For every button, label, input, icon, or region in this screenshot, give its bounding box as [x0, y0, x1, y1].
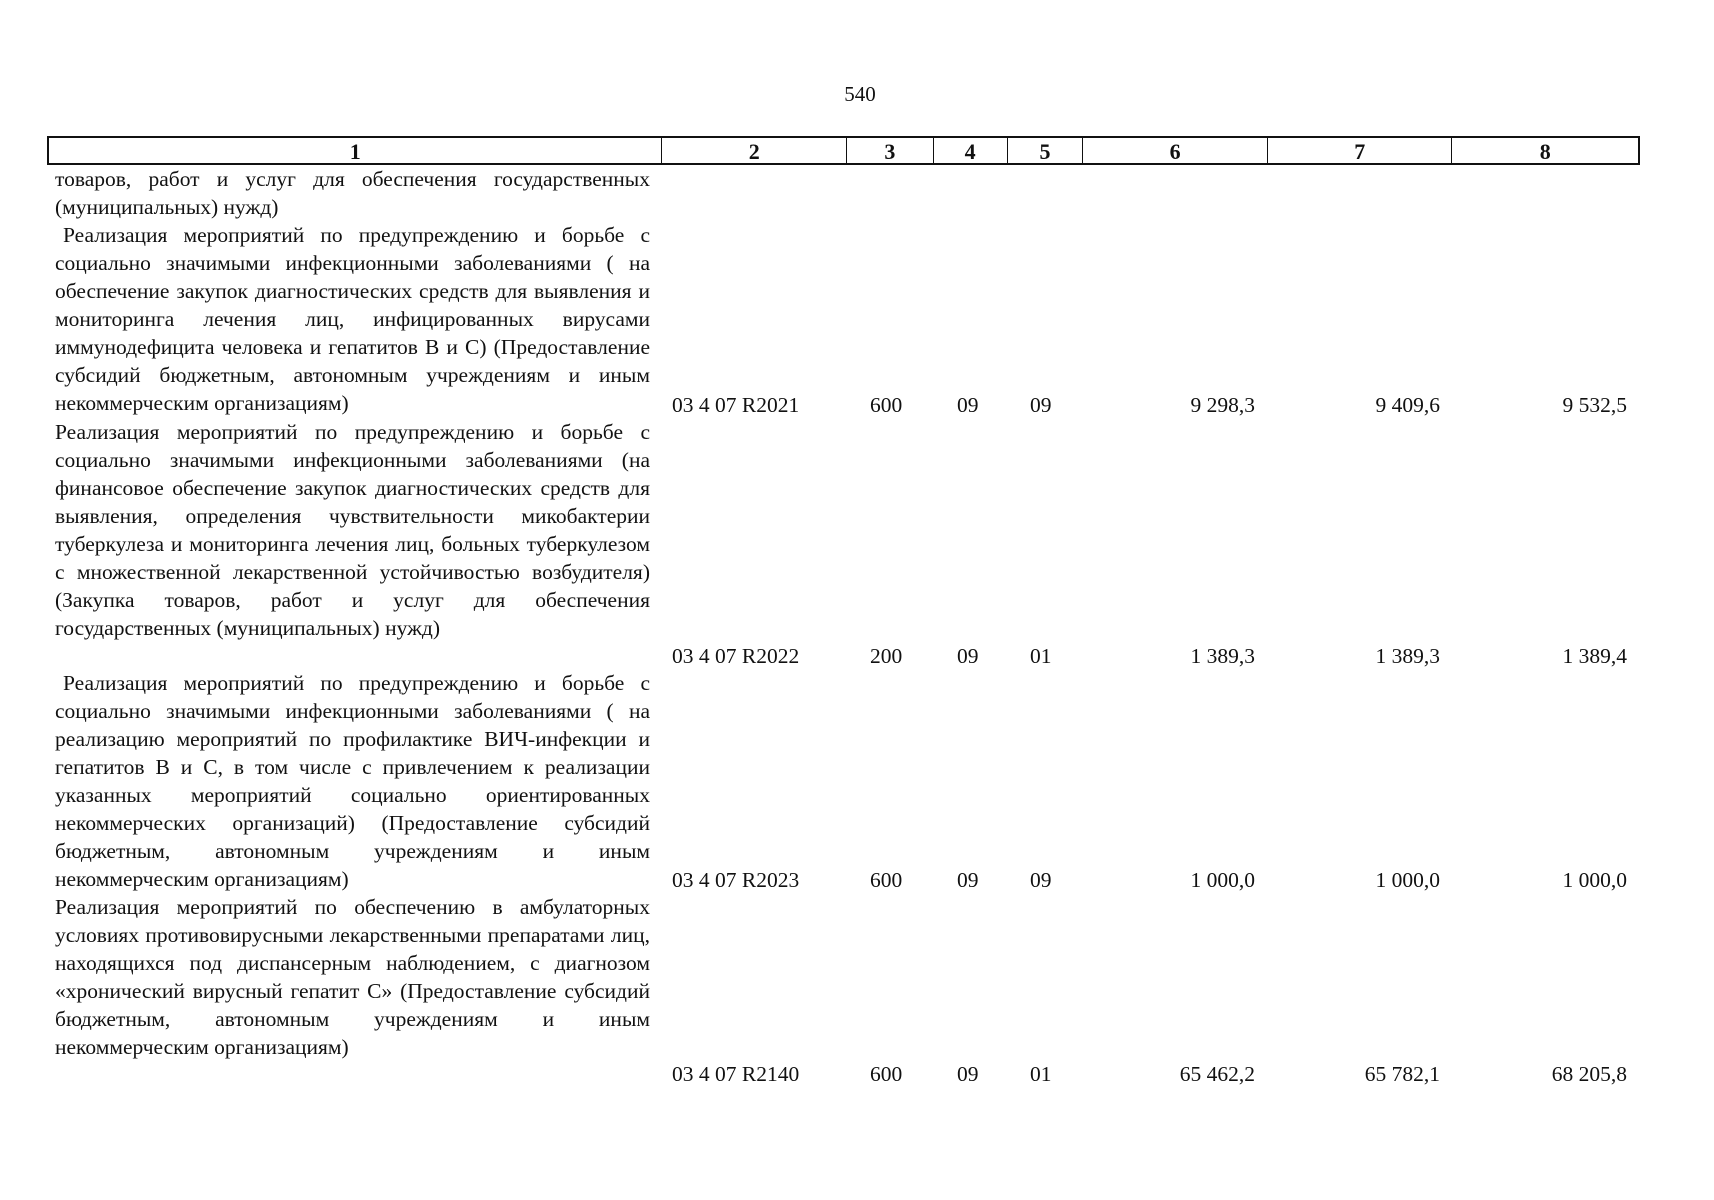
- row-4-code: 03 4 07 R2140: [672, 1062, 800, 1086]
- row-3-col7: 1 000,0: [1375, 868, 1440, 892]
- row-2-col7: 1 389,3: [1375, 644, 1440, 668]
- header-col-6: 6: [1083, 138, 1268, 163]
- row-2-col6: 1 389,3: [1190, 644, 1255, 668]
- row-4-col8: 68 205,8: [1551, 1062, 1627, 1086]
- header-col-5: 5: [1008, 138, 1084, 163]
- row-1-description: Реализация мероприятий по предупреждению и борьбе с социально значимыми инфекционными заболеваниями ( на обеспечение закупок диагностических средств для выявления и мониторинга лечения лиц, инфицированных вирусами иммунодефицита человека и гепатитов В и С) (Предоставление субсидий бюджетным, автономным учреждениям и иным некоммерческим организациям): [55, 223, 650, 415]
- row-1-col5: 09: [1030, 393, 1052, 417]
- row-1-col8: 9 532,5: [1562, 393, 1627, 417]
- row-4-col6: 65 462,2: [1179, 1062, 1255, 1086]
- row-2-col5: 01: [1030, 644, 1052, 668]
- row-1-col6: 9 298,3: [1190, 393, 1255, 417]
- row-2-col3: 200: [870, 644, 903, 668]
- row-1-col7: 9 409,6: [1375, 393, 1440, 417]
- header-col-1: 1: [49, 138, 662, 163]
- row-4-col5: 01: [1030, 1062, 1052, 1086]
- row-3-col5: 09: [1030, 868, 1052, 892]
- row-3-col6: 1 000,0: [1190, 868, 1255, 892]
- table-header: [47, 136, 1640, 165]
- row-2-description: Реализация мероприятий по предупреждению и борьбе с социально значимыми инфекционными заболеваниями (на финансовое обеспечение закупок диагностических средств для выявления, определения чувствительности микобактерии туберкулеза и мониторинга лечения лиц, больных туберкулезом с множественной лекарственной устойчивостью возбудителя) (Закупка товаров, работ и услуг для обеспечения государственных (муниципальных) нужд): [55, 420, 650, 640]
- row-4-col7: 65 782,1: [1364, 1062, 1440, 1086]
- row-3-col3: 600: [870, 868, 903, 892]
- header-col-8: 8: [1539, 139, 1551, 164]
- page-number: 540: [844, 82, 876, 106]
- row-3-col8: 1 000,0: [1562, 868, 1627, 892]
- header-col-4: 4: [934, 138, 1008, 163]
- header-col-2: 2: [662, 138, 847, 163]
- row-1-code: 03 4 07 R2021: [672, 393, 800, 417]
- row-1-col3: 600: [870, 393, 903, 417]
- row-4-description: Реализация мероприятий по обеспечению в амбулаторных условиях противовирусными лекарственными препаратами лиц, находящихся под диспансерным наблюдением, с диагнозом «хронический вирусный гепатит С» (Предоставление субсидий бюджетным, автономным учреждениям и иным некоммерческим организациям): [55, 895, 650, 1059]
- row-2-col8: 1 389,4: [1562, 644, 1627, 668]
- header-col-3: 3: [847, 138, 934, 163]
- row-2-code: 03 4 07 R2022: [672, 644, 800, 668]
- row-3-description: Реализация мероприятий по предупреждению и борьбе с социально значимыми инфекционными заболеваниями ( на реализацию мероприятий по профилактике ВИЧ-инфекции и гепатитов В и С, в том числе с привлечением к реализации указанных мероприятий социально ориентированных некоммерческих организаций) (Предоставление субсидий бюджетным, автономным учреждениям и иным некоммерческим организациям): [55, 671, 650, 891]
- row-2-col4: 09: [957, 644, 979, 668]
- row-3-col4: 09: [957, 868, 979, 892]
- row-4-col3: 600: [870, 1062, 903, 1086]
- header-col-7: 7: [1268, 138, 1453, 163]
- row-4-col4: 09: [957, 1062, 979, 1086]
- row-1-col4: 09: [957, 393, 979, 417]
- continuation-text: товаров, работ и услуг для обеспечения государственных (муниципальных) нужд): [55, 167, 650, 219]
- row-3-code: 03 4 07 R2023: [672, 868, 800, 892]
